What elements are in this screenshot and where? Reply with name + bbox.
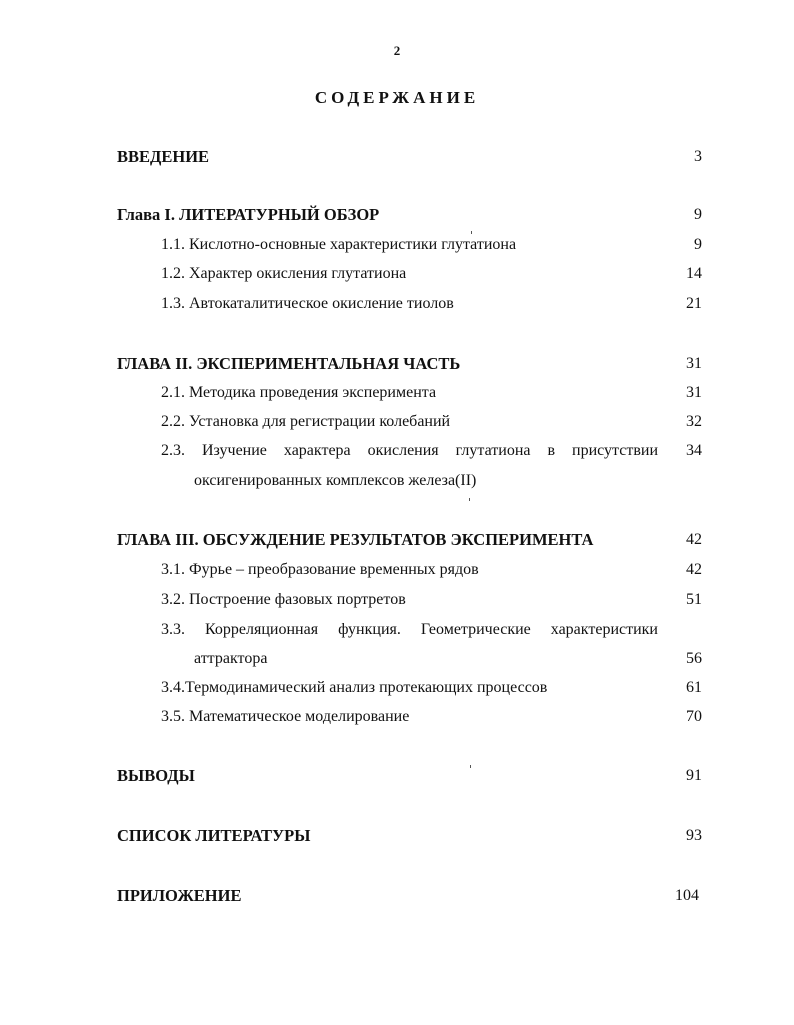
toc-entry-page: 3 [694,148,702,165]
toc-entry-label: 3.5. Математическое моделирование [161,708,410,725]
toc-entry-page: 51 [686,591,702,608]
toc-entry-page: 56 [686,650,702,667]
toc-entry-label-continuation: оксигенированных комплексов железа(II) [194,472,477,489]
toc-entry-label: 1.2. Характер окисления глутатиона [161,265,407,282]
toc-entry-page: 42 [686,531,702,548]
toc-entry-label: 3.4.Термодинамический анализ протекающих процессов [161,679,548,696]
scan-speck [469,498,470,501]
toc-entry-page: 32 [686,413,702,430]
toc-entry-page: 61 [686,679,702,696]
toc-entry-page: 21 [686,295,702,312]
toc-entry-page: 104 [675,887,699,904]
toc-entry-page: 91 [686,767,702,784]
toc-entry-page: 31 [686,355,702,372]
toc-entry-label: ПРИЛОЖЕНИЕ [117,886,242,905]
toc-entry-label: 2.3. Изучение характера окисления глутатиона в присутствии [161,442,658,459]
toc-entry-label: 2.1. Методика проведения эксперимента [161,384,437,401]
toc-entry-page: 14 [686,265,702,282]
toc-entry-label: ГЛАВА II. ЭКСПЕРИМЕНТАЛЬНАЯ ЧАСТЬ [117,354,461,373]
toc-entry-label: 1.1. Кислотно-основные характеристики глутатиона [161,236,517,253]
toc-entry-label: 2.2. Установка для регистрации колебаний [161,413,451,430]
toc-entry-page: 9 [694,206,702,223]
toc-entry-label: ГЛАВА III. ОБСУЖДЕНИЕ РЕЗУЛЬТАТОВ ЭКСПЕРИМЕНТА [117,530,594,549]
toc-entry-label: 3.3. Корреляционная функция. Геометрические характеристики [161,621,658,638]
toc-entry-page: 9 [694,236,702,253]
toc-entry-label: Глава I. ЛИТЕРАТУРНЫЙ ОБЗОР [117,205,380,224]
page-title: СОДЕРЖАНИЕ [314,88,480,107]
toc-entry-page: 70 [686,708,702,725]
toc-entry-label: ВЫВОДЫ [117,766,195,785]
toc-entry-label: СПИСОК ЛИТЕРАТУРЫ [117,826,311,845]
toc-entry-label: 3.1. Фурье – преобразование временных рядов [161,561,479,578]
toc-entry-page: 34 [686,442,702,459]
toc-entry-label: 1.3. Автокаталитическое окисление тиолов [161,295,454,312]
scan-speck [471,231,472,234]
scan-speck [470,765,471,768]
toc-entry-label: 3.2. Построение фазовых портретов [161,591,406,608]
toc-entry-label: ВВЕДЕНИЕ [117,147,210,166]
page-number: 2 [393,43,401,58]
toc-entry-page: 42 [686,561,702,578]
toc-entry-page: 93 [686,827,702,844]
toc-entry-page: 31 [686,384,702,401]
toc-entry-label-continuation: аттрактора [194,650,268,667]
